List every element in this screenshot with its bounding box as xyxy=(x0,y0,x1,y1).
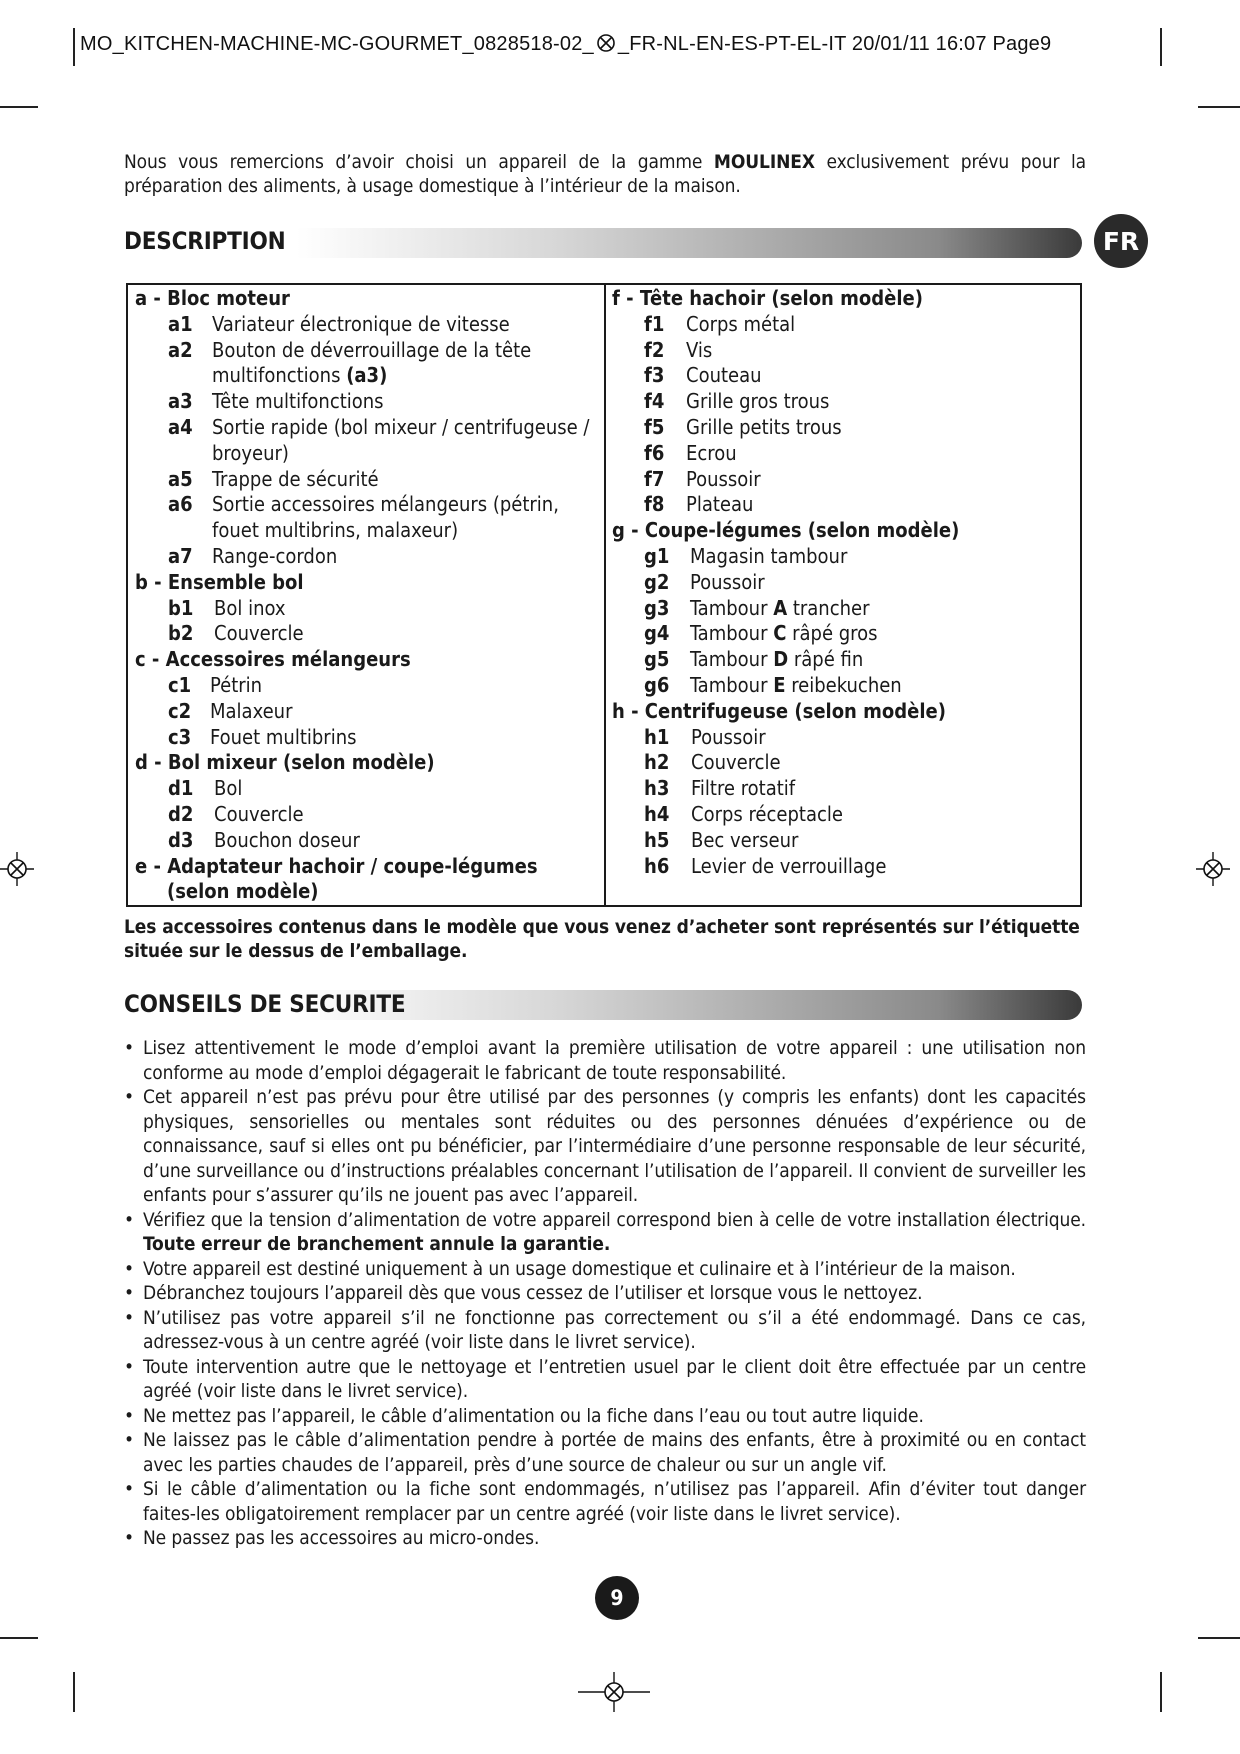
part-item xyxy=(612,802,1080,828)
part-code: b2 xyxy=(168,621,194,646)
part-code: c3 xyxy=(168,724,192,749)
part-label: Magasin tambour xyxy=(690,543,848,568)
parts-column-right xyxy=(606,285,1080,905)
safety-item-text: Lisez attentivement le mode d’emploi avant la première utilisation de votre appareil : une utilisation non conforme au mode d’emploi dégagerait le fabricant de toute responsabilité. xyxy=(143,1037,1086,1084)
part-label-text: reibekuchen xyxy=(785,672,902,697)
part-item xyxy=(612,621,1080,647)
part-label: Ecrou xyxy=(686,440,737,465)
part-item xyxy=(612,750,1080,776)
part-label-text: râpé gros xyxy=(786,621,878,646)
crop-mark xyxy=(73,1672,75,1712)
part-code: g2 xyxy=(644,569,670,594)
registration-mark-icon xyxy=(0,852,34,886)
part-item xyxy=(135,828,604,854)
part-item xyxy=(135,673,604,699)
part-label: Couteau xyxy=(686,363,762,388)
part-label-text: Tambour xyxy=(690,672,774,697)
part-label: Plateau xyxy=(686,492,754,517)
safety-item-text: Ne passez pas les accessoires au micro-ondes. xyxy=(143,1527,540,1549)
safety-item-text: Ne mettez pas l’appareil, le câble d’alimentation ou la fiche dans l’eau ou tout autre liquide. xyxy=(143,1404,924,1427)
part-item xyxy=(612,312,1080,338)
part-label: Filtre rotatif xyxy=(691,776,796,801)
part-label: Bol xyxy=(214,776,243,801)
parts-group-heading: e - Adaptateur hachoir / coupe-légumes (selon modèle) xyxy=(135,853,538,904)
part-label: Bouchon doseur xyxy=(214,827,360,852)
part-label: Sortie accessoires mélangeurs (pétrin, fouet multibrins, malaxeur) xyxy=(212,492,559,543)
safety-item xyxy=(124,1355,1086,1404)
part-label: Grille gros trous xyxy=(686,389,830,414)
safety-item xyxy=(124,1208,1086,1257)
part-code: a4 xyxy=(168,414,193,439)
part-code: g4 xyxy=(644,621,670,646)
slug-text-end: _FR-NL-EN-ES-PT-EL-IT 20/01/11 16:07 Page9 xyxy=(617,33,1052,55)
safety-item-text: Toute intervention autre que le nettoyage et l’entretien usuel par le client doit être effectuée par un centre agréé (voir liste dans le livret service). xyxy=(143,1355,1086,1402)
safety-item xyxy=(124,1526,1086,1551)
part-item xyxy=(135,389,604,415)
part-item xyxy=(612,673,1080,699)
intro-paragraph xyxy=(124,150,1086,198)
part-code: a6 xyxy=(168,492,193,517)
slug-text: MO_KITCHEN-MACHINE-MC-GOURMET_0828518-02_ xyxy=(80,33,594,55)
part-item xyxy=(612,415,1080,441)
safety-item xyxy=(124,1257,1086,1282)
part-label: Bec verseur xyxy=(691,827,799,852)
part-label: Range-cordon xyxy=(212,543,338,568)
safety-item xyxy=(124,1477,1086,1526)
part-item xyxy=(135,492,604,544)
part-item xyxy=(612,389,1080,415)
part-label: Vis xyxy=(686,337,713,362)
part-label xyxy=(690,647,1080,673)
part-code: h2 xyxy=(644,750,670,775)
drum-letter: E xyxy=(773,672,786,697)
part-code: d1 xyxy=(168,776,194,801)
part-label xyxy=(212,338,604,390)
safety-item-text: Ne laissez pas le câble d’alimentation pendre à portée de mains des enfants, être à proximité ou en contact avec les parties chaudes de l’appareil, près d’une source de chaleur ou sur un angle vif. xyxy=(143,1429,1086,1476)
part-label: Levier de verrouillage xyxy=(691,853,887,878)
part-label: Poussoir xyxy=(686,466,761,491)
part-item xyxy=(135,467,604,493)
part-code: b1 xyxy=(168,595,194,620)
crop-mark xyxy=(0,106,38,108)
crop-mark xyxy=(73,28,75,66)
part-code: c1 xyxy=(168,672,192,697)
crop-mark xyxy=(1160,1672,1162,1712)
brand-name: MOULINEX xyxy=(713,151,815,173)
safety-item xyxy=(124,1404,1086,1429)
safety-item xyxy=(124,1036,1086,1085)
part-code: h3 xyxy=(644,776,670,801)
crop-mark xyxy=(0,1637,38,1639)
parts-column-left xyxy=(128,285,606,905)
part-item xyxy=(135,415,604,467)
part-label: Variateur électronique de vitesse xyxy=(212,311,510,336)
parts-group-heading: h - Centrifugeuse (selon modèle) xyxy=(612,698,946,723)
part-label-text: Tambour xyxy=(690,647,774,672)
part-code: a3 xyxy=(168,389,193,414)
crop-mark xyxy=(1198,1637,1240,1639)
part-code: f8 xyxy=(644,492,665,517)
safety-item-text: Vérifiez que la tension d’alimentation de votre appareil correspond bien à celle de votre installation électrique. xyxy=(143,1208,1086,1231)
intro-text: Nous vous remercions d’avoir choisi un appareil de la gamme xyxy=(124,151,714,173)
safety-item xyxy=(124,1085,1086,1208)
page-number: 9 xyxy=(595,1576,639,1620)
parts-group-heading: c - Accessoires mélangeurs xyxy=(135,647,411,672)
part-item xyxy=(135,338,604,390)
part-item xyxy=(612,492,1080,518)
part-item xyxy=(135,776,604,802)
part-code: g3 xyxy=(644,595,670,620)
safety-item-text: N’utilisez pas votre appareil s’il ne fonctionne pas correctement ou s’il a été endommagé. Dans ce cas, adressez-vous à un centre agréé (voir liste dans le livret service). xyxy=(143,1306,1086,1353)
part-label: Couvercle xyxy=(691,750,781,775)
part-item xyxy=(135,802,604,828)
part-reference: (a3) xyxy=(346,363,388,388)
safety-item xyxy=(124,1306,1086,1355)
print-slug xyxy=(80,32,1051,56)
part-label: Malaxeur xyxy=(210,698,293,723)
part-item xyxy=(612,725,1080,751)
crop-mark xyxy=(1160,28,1162,66)
part-item xyxy=(612,828,1080,854)
part-item xyxy=(135,725,604,751)
intro-text-end: exclusivement prévu pour la préparation des aliments, à usage domestique à l’intérieur de la maison. xyxy=(124,151,1087,197)
part-label: Couvercle xyxy=(214,801,304,826)
part-item xyxy=(612,647,1080,673)
part-code: f1 xyxy=(644,311,665,336)
part-code: a2 xyxy=(168,337,193,362)
crop-mark xyxy=(1198,106,1240,108)
registration-mark-icon xyxy=(595,32,617,54)
safety-item-text: Si le câble d’alimentation ou la fiche sont endommagés, n’utilisez pas l’appareil. Afin d’éviter tout danger faites-les obligatoirement remplacer par un centre agréé (voir liste dans le livret service). xyxy=(143,1478,1086,1525)
safety-item-text: Cet appareil n’est pas prévu pour être utilisé par des personnes (y compris les enfants) dont les capacités physiques, sensorielles ou mentales sont réduites ou des personnes dénuées d’expérience ou de connaissance, sauf si elles ont pu bénéficier, par l’intermédiaire d’une personne responsable de leur sécurité, d’une surveillance ou d’instructions préalables concernant l’utilisation de l’appareil. Il convient de surveiller les enfants pour s’assurer qu’ils ne jouent pas avec l’appareil. xyxy=(143,1086,1086,1206)
part-label: Grille petits trous xyxy=(686,414,842,439)
part-code: f2 xyxy=(644,337,665,362)
part-label xyxy=(690,621,1080,647)
parts-group-heading: b - Ensemble bol xyxy=(135,569,304,594)
part-code: h1 xyxy=(644,724,670,749)
part-code: a7 xyxy=(168,543,193,568)
part-code: a1 xyxy=(168,311,193,336)
part-item xyxy=(135,596,604,622)
part-code: f6 xyxy=(644,440,665,465)
part-item xyxy=(612,854,1080,880)
warranty-warning: Toute erreur de branchement annule la garantie. xyxy=(143,1233,611,1255)
part-label-text: trancher xyxy=(787,595,870,620)
part-item xyxy=(612,596,1080,622)
part-label: Couvercle xyxy=(214,621,304,646)
language-badge: FR xyxy=(1094,214,1148,268)
part-code: h6 xyxy=(644,853,670,878)
part-label: Bol inox xyxy=(214,595,286,620)
part-label-text: Tambour xyxy=(690,621,774,646)
drum-letter: C xyxy=(773,621,787,646)
part-item xyxy=(612,363,1080,389)
safety-item-text: Débranchez toujours l’appareil dès que vous cessez de l’utiliser et lorsque vous le nettoyez. xyxy=(143,1282,923,1304)
part-code: f4 xyxy=(644,389,665,414)
part-code: d2 xyxy=(168,801,194,826)
drum-letter: D xyxy=(773,647,789,672)
parts-group-heading: d - Bol mixeur (selon modèle) xyxy=(135,750,435,775)
part-code: f7 xyxy=(644,466,665,491)
part-label: Poussoir xyxy=(691,724,766,749)
parts-group-heading: a - Bloc moteur xyxy=(135,286,290,310)
part-code: h5 xyxy=(644,827,670,852)
part-label: Trappe de sécurité xyxy=(212,466,379,491)
safety-item xyxy=(124,1428,1086,1477)
part-code: c2 xyxy=(168,698,192,723)
part-item xyxy=(135,544,604,570)
part-item xyxy=(612,441,1080,467)
part-label: Corps métal xyxy=(686,311,796,336)
part-item xyxy=(135,312,604,338)
part-item xyxy=(135,699,604,725)
registration-mark-icon xyxy=(1196,852,1230,886)
part-label-text: Bouton de déverrouillage de la tête multifonctions xyxy=(212,337,532,388)
part-code: h4 xyxy=(644,801,670,826)
part-label: Tête multifonctions xyxy=(212,389,384,414)
part-item xyxy=(135,621,604,647)
parts-table xyxy=(126,283,1082,907)
part-label-text: Tambour xyxy=(690,595,774,620)
section-title-description: DESCRIPTION xyxy=(124,227,286,255)
part-code: g6 xyxy=(644,672,670,697)
part-code: g5 xyxy=(644,647,670,672)
section-title-safety: CONSEILS DE SECURITE xyxy=(124,990,406,1018)
registration-mark-icon xyxy=(578,1672,650,1712)
safety-item-text: Votre appareil est destiné uniquement à un usage domestique et culinaire et à l’intérieur de la maison. xyxy=(143,1257,1016,1280)
parts-group-heading: f - Tête hachoir (selon modèle) xyxy=(612,286,923,310)
part-label: Fouet multibrins xyxy=(210,724,357,749)
part-code: f5 xyxy=(644,414,665,439)
part-label: Poussoir xyxy=(690,569,765,594)
safety-list xyxy=(124,1036,1086,1551)
part-code: d3 xyxy=(168,827,194,852)
drum-letter: A xyxy=(773,595,788,620)
part-label xyxy=(690,596,1080,622)
part-label-text: râpé fin xyxy=(788,647,864,672)
part-item xyxy=(612,467,1080,493)
safety-item xyxy=(124,1281,1086,1306)
part-code: f3 xyxy=(644,363,665,388)
part-item xyxy=(612,544,1080,570)
part-label: Corps réceptacle xyxy=(691,801,843,826)
part-item xyxy=(612,338,1080,364)
part-label xyxy=(690,673,1080,699)
part-code: g1 xyxy=(644,543,670,568)
part-label: Pétrin xyxy=(210,672,263,697)
part-item xyxy=(612,570,1080,596)
part-label: Sortie rapide (bol mixeur / centrifugeuse / broyeur) xyxy=(212,414,590,465)
accessories-note: Les accessoires contenus dans le modèle que vous venez d’acheter sont représentés sur l’étiquette située sur le dessus de l’emballage. xyxy=(124,916,1080,962)
parts-group-heading: g - Coupe-légumes (selon modèle) xyxy=(612,518,960,543)
part-item xyxy=(612,776,1080,802)
part-code: a5 xyxy=(168,466,193,491)
